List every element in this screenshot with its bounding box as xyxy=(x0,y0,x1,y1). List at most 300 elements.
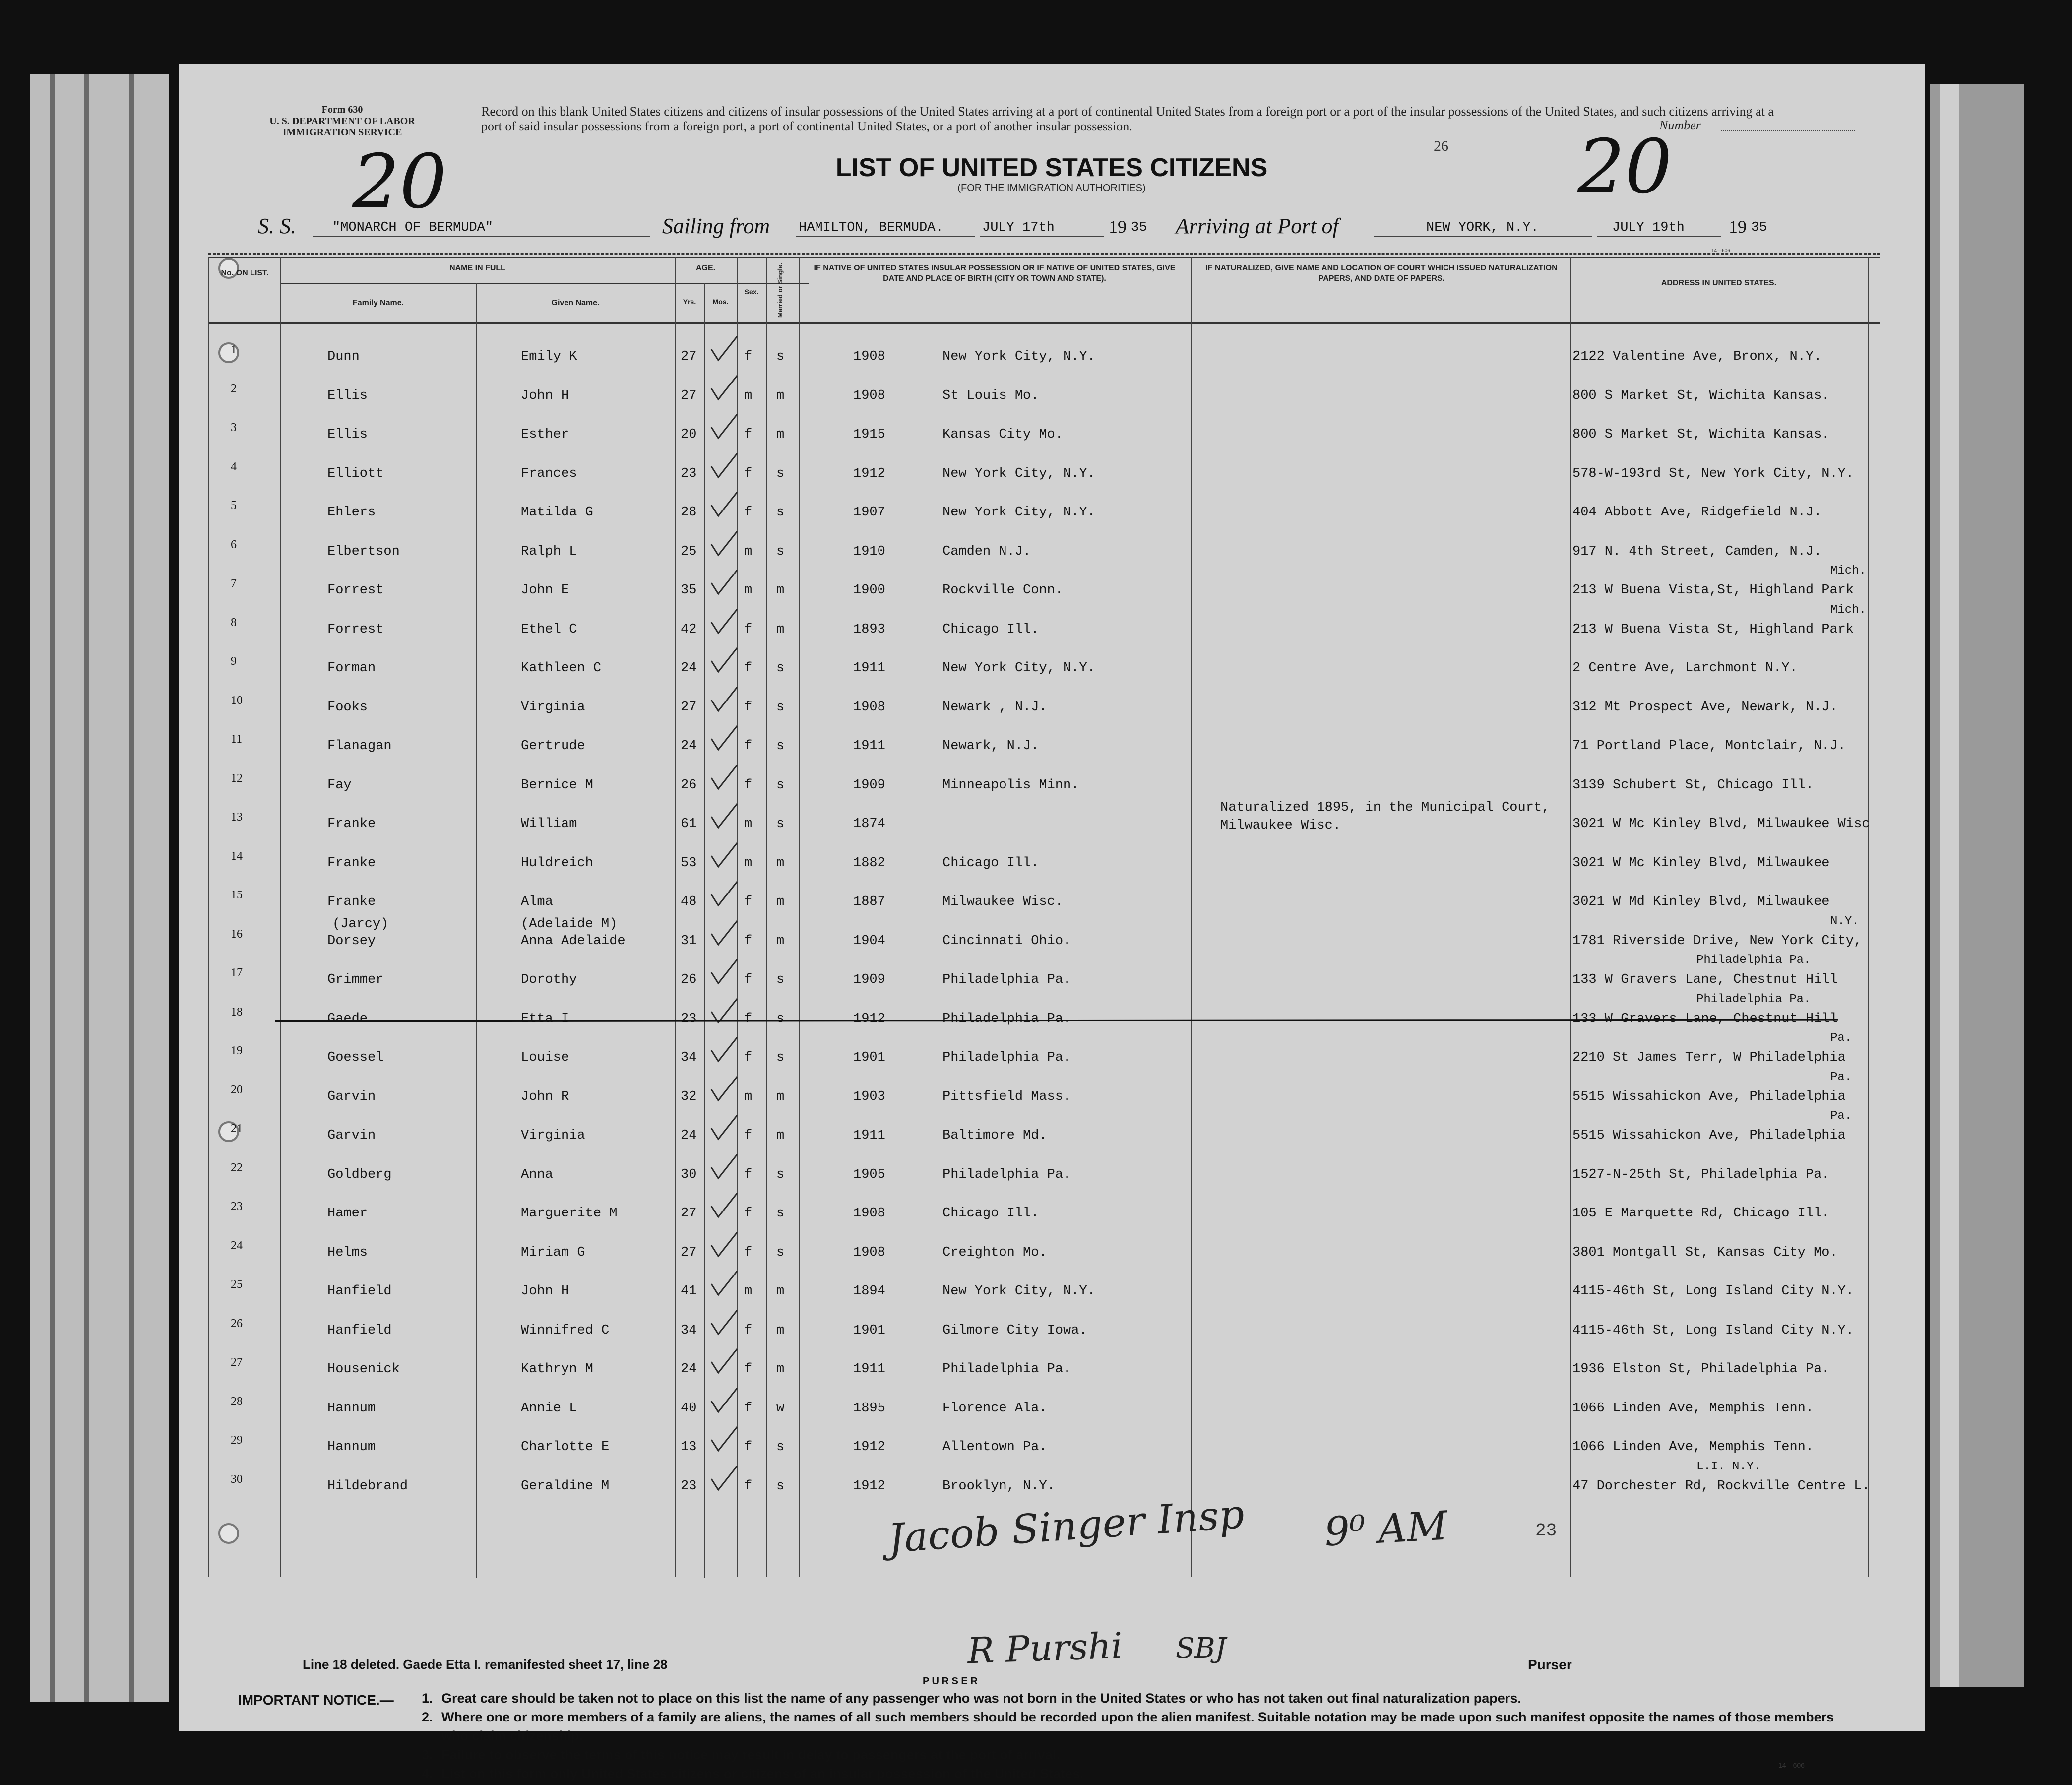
table-row xyxy=(179,493,1925,528)
cell-no: 25 xyxy=(231,1278,243,1291)
cell-no: 22 xyxy=(231,1161,243,1174)
cell-sex: f xyxy=(744,894,753,909)
cell-year: 1911 xyxy=(853,661,885,676)
table-row xyxy=(179,883,1925,917)
cell-age: 24 xyxy=(681,1128,697,1143)
cell-ms: s xyxy=(776,700,785,715)
table-row xyxy=(179,454,1925,489)
cell-sex: m xyxy=(744,1284,753,1299)
table-row xyxy=(179,337,1925,372)
cell-age: 27 xyxy=(681,1245,697,1260)
sheet-number-left: 20 xyxy=(352,139,447,225)
cell-no: 3 xyxy=(231,421,237,434)
notice-item xyxy=(422,1745,1860,1764)
cell-year: 1908 xyxy=(853,1245,885,1260)
cell-place: Philadelphia Pa. xyxy=(942,1167,1071,1182)
cell-given: Miriam G xyxy=(521,1245,585,1260)
check-mark-icon xyxy=(709,1464,739,1494)
cell-year: 1903 xyxy=(853,1089,885,1104)
notice-items xyxy=(422,1689,1860,1783)
check-mark-icon xyxy=(709,1269,739,1299)
cell-given: Winnifred C xyxy=(521,1323,610,1338)
cell-family: Ellis xyxy=(327,427,368,442)
cell-sex: m xyxy=(744,388,753,403)
cell-place: St Louis Mo. xyxy=(942,388,1039,403)
form-identifier xyxy=(208,104,476,138)
cell-given: Louise xyxy=(521,1050,569,1065)
cell-family: Housenick xyxy=(327,1362,400,1377)
cell-ms: s xyxy=(776,1206,785,1221)
cell-family: Ehlers xyxy=(327,505,376,520)
check-mark-icon xyxy=(709,529,739,559)
check-mark-icon xyxy=(709,1113,739,1143)
cell-year: 1912 xyxy=(853,466,885,481)
arriving-underline xyxy=(1374,236,1592,237)
cell-address-continuation: Mich. xyxy=(1830,603,1867,617)
cell-place: Philadelphia Pa. xyxy=(942,1050,1071,1065)
cell-place: New York City, N.Y. xyxy=(942,349,1095,364)
number-label: Number xyxy=(1659,118,1701,132)
inspector-signature: Jacob Singer Insp xyxy=(886,1491,1246,1562)
check-mark-icon xyxy=(709,607,739,637)
cell-sex: m xyxy=(744,544,753,559)
cell-ms: w xyxy=(776,1401,785,1416)
cell-family: Goldberg xyxy=(327,1167,392,1182)
check-mark-icon xyxy=(709,1230,739,1260)
check-mark-icon xyxy=(709,1425,739,1455)
table-row xyxy=(179,649,1925,684)
check-mark-icon xyxy=(709,880,739,909)
cell-sex: f xyxy=(744,972,753,987)
header-given-name: Given Name. xyxy=(551,299,600,307)
sailing-underline xyxy=(796,236,975,237)
table-row xyxy=(179,954,1925,995)
table-row xyxy=(179,377,1925,411)
cell-age: 41 xyxy=(681,1284,697,1299)
cell-family: Dunn xyxy=(327,349,360,364)
cell-address: 133 W Gravers Lane, Chestnut Hill xyxy=(1572,972,1838,987)
cell-sex: f xyxy=(744,1167,753,1182)
check-mark-icon xyxy=(709,646,739,676)
sailing-year-prefix: 19 xyxy=(1109,217,1127,237)
cell-no: 10 xyxy=(231,694,243,707)
check-mark-icon xyxy=(709,957,739,987)
passenger-table xyxy=(179,253,1925,1602)
cell-age: 34 xyxy=(681,1323,697,1338)
cell-year: 1900 xyxy=(853,583,885,598)
notice-item-text: Great care should be taken not to place on this list the name of any passenger who was not born in the United States or who has not taken out final naturalization papers. xyxy=(441,1691,1521,1706)
cell-place: New York City, N.Y. xyxy=(942,1284,1095,1299)
cell-no: 20 xyxy=(231,1083,243,1096)
cell-no: 4 xyxy=(231,460,237,473)
cell-age: 13 xyxy=(681,1440,697,1455)
cell-family: Hildebrand xyxy=(327,1478,408,1494)
arriving-label: Arriving at Port of xyxy=(1176,214,1339,238)
cell-address-continuation: Philadelphia Pa. xyxy=(1696,954,1811,967)
cell-ms: m xyxy=(776,622,785,637)
notice-item-number: 2. xyxy=(422,1710,433,1724)
cell-year: 1911 xyxy=(853,1128,885,1143)
cell-sex: f xyxy=(744,1245,753,1260)
cell-sex: f xyxy=(744,1128,753,1143)
table-row xyxy=(179,688,1925,723)
table-row xyxy=(179,415,1925,450)
cell-age: 23 xyxy=(681,1011,697,1026)
binder-strip xyxy=(1940,84,1959,1687)
cell-given-correction: (Adelaide M) xyxy=(521,916,618,932)
cell-age: 25 xyxy=(681,544,697,559)
cell-place: Camden N.J. xyxy=(942,544,1031,559)
cell-sex: f xyxy=(744,505,753,520)
check-mark-icon xyxy=(709,1035,739,1065)
cell-given: Ethel C xyxy=(521,622,577,637)
table-row xyxy=(179,1070,1925,1112)
cell-age: 26 xyxy=(681,972,697,987)
cell-given: Anna Adelaide xyxy=(521,933,626,949)
cell-age: 34 xyxy=(681,1050,697,1065)
cell-place: Chicago Ill. xyxy=(942,855,1039,871)
purser-spaced-label: P U R S E R xyxy=(923,1676,978,1687)
cell-no: 29 xyxy=(231,1434,243,1447)
cell-ms: s xyxy=(776,777,785,793)
cell-address: 3801 Montgall St, Kansas City Mo. xyxy=(1572,1245,1838,1260)
cell-ms: s xyxy=(776,349,785,364)
cell-year: 1908 xyxy=(853,1206,885,1221)
cell-sex: f xyxy=(744,1362,753,1377)
header-no-on-list: No. ON LIST. xyxy=(221,269,269,277)
cell-no: 19 xyxy=(231,1044,243,1057)
cell-place: Milwaukee Wisc. xyxy=(942,894,1064,909)
header-family-name: Family Name. xyxy=(352,299,404,307)
check-mark-icon xyxy=(709,374,739,403)
cell-address: 133 W Gravers Lane, Chestnut Hill xyxy=(1572,1011,1838,1026)
cell-place: Creighton Mo. xyxy=(942,1245,1047,1260)
cell-family: Garvin xyxy=(327,1089,376,1104)
number-field[interactable] xyxy=(1721,130,1855,131)
cell-ms: s xyxy=(776,544,785,559)
notice-item-text: Failure to observe the terms of this notice may result in delay to passengers at the port of arrival. xyxy=(441,1747,1060,1762)
cell-place: Philadelphia Pa. xyxy=(942,1011,1071,1026)
cell-sex: f xyxy=(744,1440,753,1455)
cell-given: Bernice M xyxy=(521,777,593,793)
table-row xyxy=(179,564,1925,606)
check-mark-icon xyxy=(709,1191,739,1221)
cell-sex: f xyxy=(744,1401,753,1416)
cell-age: 35 xyxy=(681,583,697,598)
cell-sex: f xyxy=(744,1206,753,1221)
cell-given: John R xyxy=(521,1089,569,1104)
check-mark-icon xyxy=(709,412,739,442)
cell-no: 27 xyxy=(231,1356,243,1369)
cell-no: 17 xyxy=(231,966,243,979)
table-row xyxy=(179,1155,1925,1190)
sailing-port: HAMILTON, BERMUDA. xyxy=(799,220,943,235)
table-row xyxy=(179,1109,1925,1151)
cell-age: 23 xyxy=(681,1478,697,1494)
cell-place: New York City, N.Y. xyxy=(942,661,1095,676)
cell-year: 1895 xyxy=(853,1401,885,1416)
cell-given: Dorothy xyxy=(521,972,577,987)
check-mark-icon xyxy=(709,1347,739,1377)
table-row xyxy=(179,1428,1925,1463)
cell-sex: f xyxy=(744,933,753,949)
rule xyxy=(208,322,1880,324)
arriving-date-underline xyxy=(1597,236,1721,237)
check-mark-icon xyxy=(709,1386,739,1416)
cell-address: 578-W-193rd St, New York City, N.Y. xyxy=(1572,466,1854,481)
time-note: 9⁰ AM xyxy=(1323,1502,1449,1555)
cell-sex: f xyxy=(744,466,753,481)
cell-age: 27 xyxy=(681,349,697,364)
service-name: IMMIGRATION SERVICE xyxy=(282,127,402,138)
cell-given: Anna xyxy=(521,1167,553,1182)
cell-ms: m xyxy=(776,855,785,871)
cell-family: Forrest xyxy=(327,622,384,637)
notice-item-number: 3. xyxy=(422,1747,433,1762)
department-name: U. S. DEPARTMENT OF LABOR xyxy=(269,116,415,127)
cell-ms: s xyxy=(776,466,785,481)
cell-given: Emily K xyxy=(521,349,577,364)
cell-place: Pittsfield Mass. xyxy=(942,1089,1071,1104)
cell-age: 24 xyxy=(681,1362,697,1377)
cell-ms: m xyxy=(776,933,785,949)
cell-address: 800 S Market St, Wichita Kansas. xyxy=(1572,427,1830,442)
cell-age: 27 xyxy=(681,388,697,403)
cell-year: 1911 xyxy=(853,1362,885,1377)
cell-given: William xyxy=(521,817,577,831)
cell-no: 2 xyxy=(231,382,237,395)
arriving-date: JULY 19th xyxy=(1612,220,1685,235)
cell-address-continuation: Philadelphia Pa. xyxy=(1696,992,1811,1006)
cell-no: 26 xyxy=(231,1317,243,1330)
sailing-label: Sailing from xyxy=(662,214,770,238)
notice-heading: IMPORTANT NOTICE.— xyxy=(238,1692,394,1708)
binder-edge-left xyxy=(30,74,169,1702)
cell-age: 61 xyxy=(681,817,697,831)
cell-address: 213 W Buena Vista,St, Highland Park xyxy=(1572,583,1854,598)
cell-age: 31 xyxy=(681,933,697,949)
check-mark-icon xyxy=(709,685,739,715)
purser-label: Purser xyxy=(1528,1657,1572,1672)
table-row xyxy=(179,1194,1925,1229)
cell-year: 1874 xyxy=(853,817,885,831)
check-mark-icon xyxy=(709,334,739,364)
cell-year: 1908 xyxy=(853,349,885,364)
cell-family: Hamer xyxy=(327,1206,368,1221)
cell-ms: s xyxy=(776,1478,785,1494)
sheet-number-right: 20 xyxy=(1577,124,1672,210)
cell-family: Forman xyxy=(327,661,376,676)
cell-place: Cincinnati Ohio. xyxy=(942,933,1071,949)
cell-given: John H xyxy=(521,1284,569,1299)
cell-ms: s xyxy=(776,1245,785,1260)
cell-age: 40 xyxy=(681,1401,697,1416)
page-subtitle: (FOR THE IMMIGRATION AUTHORITIES) xyxy=(957,183,1146,193)
manifest-page xyxy=(179,64,1925,1781)
table-row xyxy=(179,1272,1925,1307)
cell-family: Grimmer xyxy=(327,972,384,987)
cell-address: 800 S Market St, Wichita Kansas. xyxy=(1572,388,1830,403)
cell-family: Helms xyxy=(327,1245,368,1260)
binder-strip xyxy=(50,74,55,1702)
cell-no: 21 xyxy=(231,1122,243,1135)
table-row xyxy=(179,800,1925,839)
cell-ms: m xyxy=(776,1362,785,1377)
cell-family: Goessel xyxy=(327,1050,384,1065)
cell-place: Florence Ala. xyxy=(942,1401,1047,1416)
cell-ms: s xyxy=(776,1440,785,1455)
cell-age: 24 xyxy=(681,661,697,676)
cell-year: 1901 xyxy=(853,1050,885,1065)
cell-address-continuation: L.I. N.Y. xyxy=(1696,1460,1761,1473)
cell-year: 1910 xyxy=(853,544,885,559)
cell-no: 14 xyxy=(231,849,243,863)
purser-initials: SBJ xyxy=(1176,1632,1226,1664)
cell-address: 105 E Marquette Rd, Chicago Ill. xyxy=(1572,1206,1830,1221)
cell-ms: s xyxy=(776,1167,785,1182)
check-mark-icon xyxy=(709,802,739,831)
table-row xyxy=(179,1031,1925,1073)
check-mark-icon xyxy=(709,1075,739,1104)
cell-family: Fay xyxy=(327,777,352,793)
cell-sex: m xyxy=(744,855,753,871)
cell-family: Garvin xyxy=(327,1128,376,1143)
cell-address: 3021 W Mc Kinley Blvd, Milwaukee Wisc xyxy=(1572,817,1870,831)
cell-given: Virginia xyxy=(521,1128,585,1143)
header-name-in-full: NAME IN FULL xyxy=(449,264,505,272)
cell-given: Charlotte E xyxy=(521,1440,610,1455)
cell-address-continuation: Pa. xyxy=(1830,1070,1852,1084)
cell-age: 53 xyxy=(681,855,697,871)
cell-year: 1912 xyxy=(853,1440,885,1455)
table-row xyxy=(179,1389,1925,1424)
cell-family: Franke xyxy=(327,817,376,831)
check-mark-icon xyxy=(709,919,739,949)
cell-sex: f xyxy=(744,427,753,442)
binder-strip xyxy=(129,74,134,1702)
cell-address: 2210 St James Terr, W Philadelphia xyxy=(1572,1050,1846,1065)
cell-given: Marguerite M xyxy=(521,1206,618,1221)
cell-ms: m xyxy=(776,583,785,598)
table-row xyxy=(179,1460,1925,1502)
cell-sex: m xyxy=(744,817,753,831)
cell-ms: m xyxy=(776,894,785,909)
cell-year: 1882 xyxy=(853,855,885,871)
purser-signature: R Purshi xyxy=(966,1624,1124,1672)
header-birth: IF NATIVE OF UNITED STATES INSULAR POSSESSION OR IF NATIVE OF UNITED STATES, GIVE DATE AND PLACE OF BIRTH (CITY OR TOWN AND STATE). xyxy=(814,264,1176,283)
table-row xyxy=(179,1233,1925,1268)
bottom-code: 14—606 xyxy=(1778,1761,1805,1769)
cell-family: Elbertson xyxy=(327,544,400,559)
cell-age: 23 xyxy=(681,466,697,481)
cell-no: 6 xyxy=(231,538,237,551)
cell-address: 1066 Linden Ave, Memphis Tenn. xyxy=(1572,1440,1814,1455)
cell-family: Fooks xyxy=(327,700,368,715)
cell-place: Chicago Ill. xyxy=(942,1206,1039,1221)
cell-ms: m xyxy=(776,1128,785,1143)
cell-address: 4115-46th St, Long Island City N.Y. xyxy=(1572,1284,1854,1299)
cell-no: 12 xyxy=(231,771,243,785)
cell-family: Franke xyxy=(327,855,376,871)
table-row xyxy=(179,914,1925,956)
small-code: 14—606 xyxy=(1711,248,1730,254)
table-row xyxy=(179,727,1925,762)
sailing-date: JULY 17th xyxy=(982,220,1055,235)
cell-address-continuation: Mich. xyxy=(1830,564,1867,577)
cell-given: Geraldine M xyxy=(521,1478,610,1494)
cell-family: Elliott xyxy=(327,466,384,481)
sailing-date-underline xyxy=(980,236,1104,237)
cell-given: John E xyxy=(521,583,569,598)
cell-address: 1527-N-25th St, Philadelphia Pa. xyxy=(1572,1167,1830,1182)
table-row xyxy=(179,992,1925,1034)
notice-item-number: 1. xyxy=(422,1691,433,1706)
header-married-single: Married or Single. xyxy=(776,263,784,318)
cell-given: Virginia xyxy=(521,700,585,715)
table-row xyxy=(179,1311,1925,1346)
cell-address-continuation: Pa. xyxy=(1830,1031,1852,1045)
line18-note: Line 18 deleted. Gaede Etta I. remanifested sheet 17, line 28 xyxy=(303,1657,668,1672)
cell-year: 1901 xyxy=(853,1323,885,1338)
form-number: Form 630 xyxy=(321,104,363,115)
cell-no: 5 xyxy=(231,499,237,512)
cell-address: 3139 Schubert St, Chicago Ill. xyxy=(1572,777,1814,793)
cell-year: 1909 xyxy=(853,777,885,793)
header-years: Yrs. xyxy=(683,298,696,306)
cell-ms: m xyxy=(776,1323,785,1338)
cell-address: 5515 Wissahickon Ave, Philadelphia xyxy=(1572,1128,1846,1143)
header-months: Mos. xyxy=(712,298,729,306)
cell-address: 47 Dorchester Rd, Rockville Centre L. xyxy=(1572,1478,1870,1494)
cell-sex: f xyxy=(744,622,753,637)
check-mark-icon xyxy=(709,1152,739,1182)
cell-family: Hannum xyxy=(327,1401,376,1416)
sailing-year: 35 xyxy=(1131,220,1147,235)
notice-item xyxy=(422,1689,1860,1708)
notice-item-text: List on this form only United States citizens or citizens of an insular possession of the United States. xyxy=(441,1766,1084,1781)
header-age: AGE. xyxy=(695,264,716,272)
cell-sex: f xyxy=(744,1478,753,1494)
cell-year: 1912 xyxy=(853,1011,885,1026)
cell-age: 27 xyxy=(681,1206,697,1221)
cell-age: 24 xyxy=(681,739,697,754)
table-row xyxy=(179,1350,1925,1385)
cell-ms: s xyxy=(776,661,785,676)
cell-place: Rockville Conn. xyxy=(942,583,1064,598)
cell-year: 1905 xyxy=(853,1167,885,1182)
cell-place: Gilmore City Iowa. xyxy=(942,1323,1087,1338)
cell-no: 7 xyxy=(231,577,237,590)
cell-place: Brooklyn, N.Y. xyxy=(942,1478,1055,1494)
cell-year: 1909 xyxy=(853,972,885,987)
cell-ms: s xyxy=(776,739,785,754)
cell-family: Franke xyxy=(327,894,376,909)
table-row xyxy=(179,603,1925,645)
cell-ms: m xyxy=(776,1089,785,1104)
cell-place: Newark, N.J. xyxy=(942,739,1039,754)
cell-year: 1912 xyxy=(853,1478,885,1494)
cell-year: 1911 xyxy=(853,739,885,754)
page-mark: 26 xyxy=(1434,138,1448,154)
cell-address: 5515 Wissahickon Ave, Philadelphia xyxy=(1572,1089,1846,1104)
cell-no: 24 xyxy=(231,1239,243,1252)
check-mark-icon xyxy=(709,1308,739,1338)
cell-address: 2 Centre Ave, Larchmont N.Y. xyxy=(1572,661,1798,676)
total-count: 23 xyxy=(1535,1521,1557,1541)
cell-age: 26 xyxy=(681,777,697,793)
check-mark-icon xyxy=(709,763,739,793)
cell-sex: f xyxy=(744,349,753,364)
